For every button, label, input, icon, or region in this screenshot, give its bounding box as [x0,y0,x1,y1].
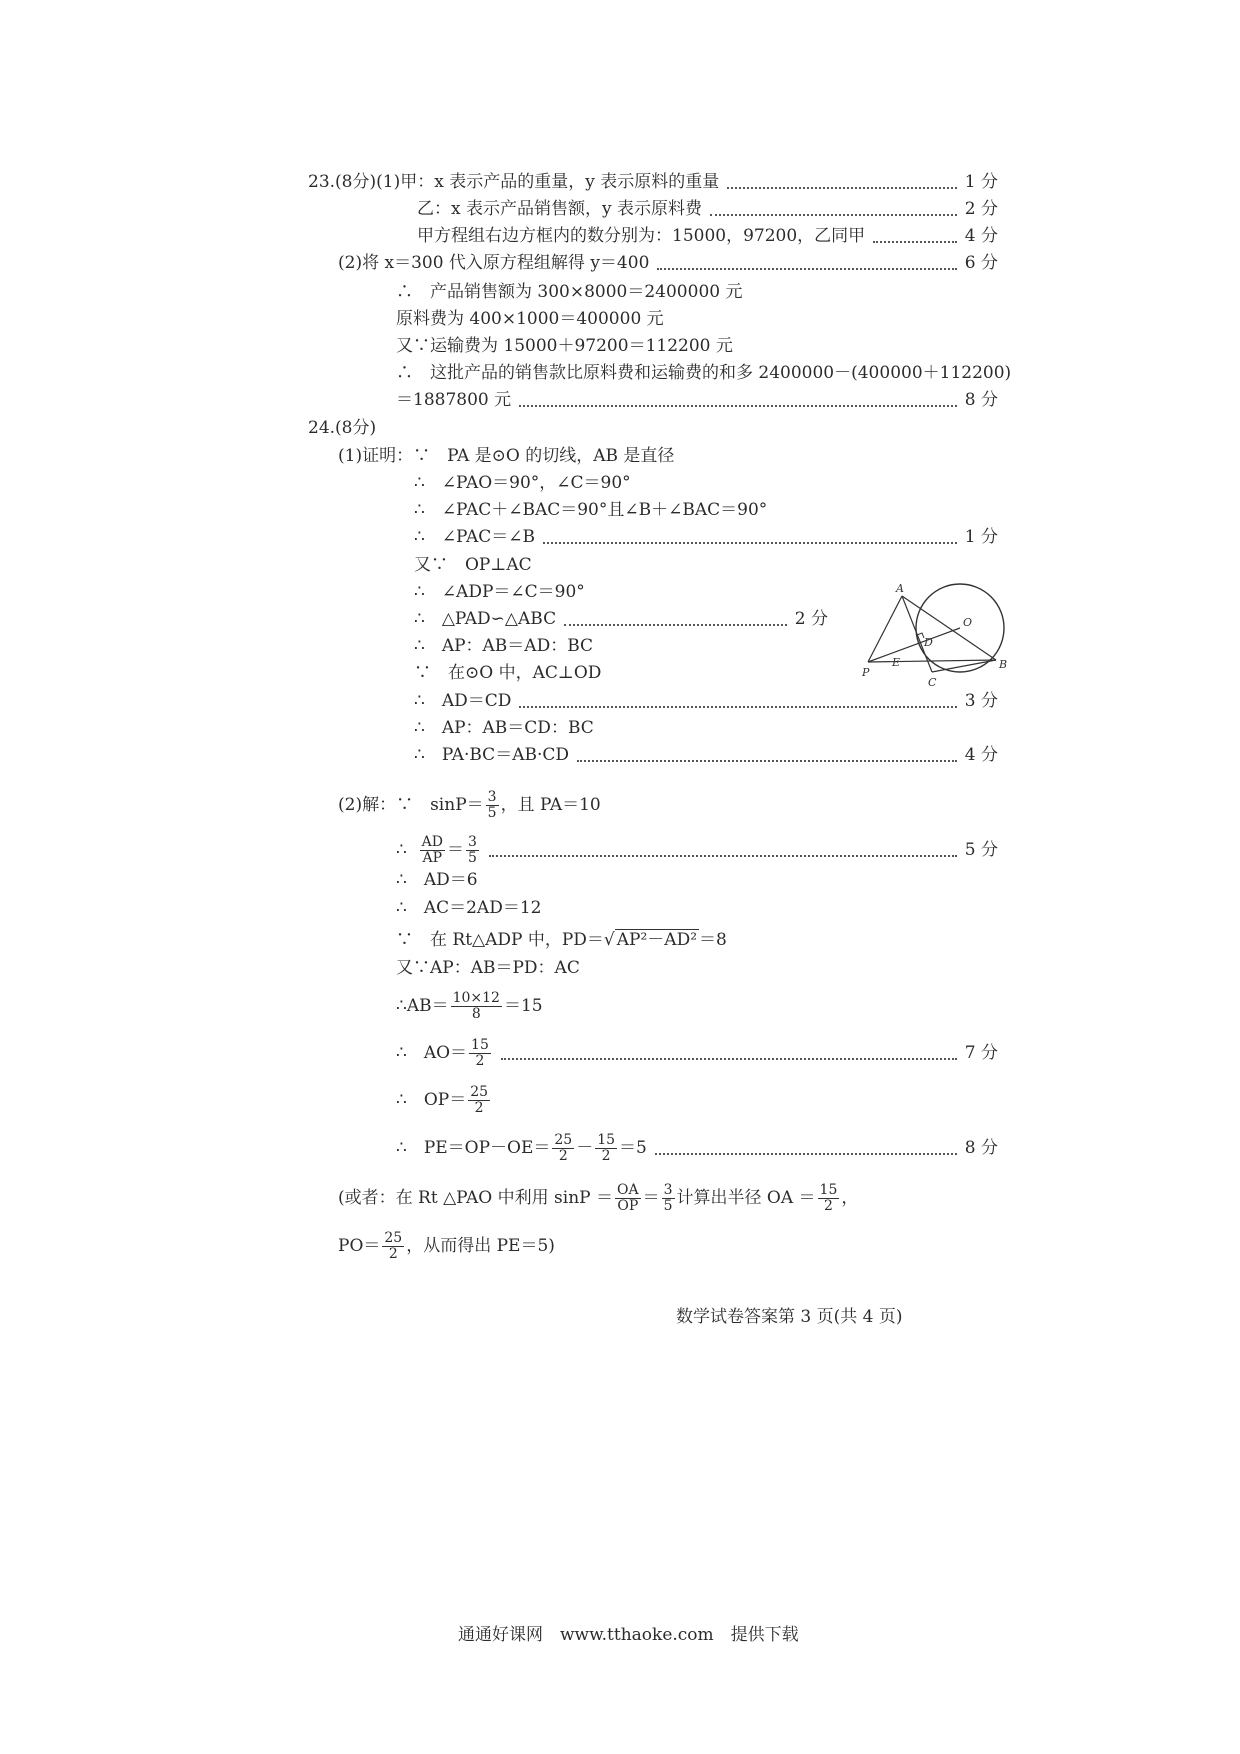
leader-dots [727,175,957,189]
q24-solution-line-6: 又∵AP：AB＝PD：AC [396,958,580,978]
segment-ap [868,596,902,662]
fraction [486,790,499,821]
score-label: 8 分 [964,390,998,410]
denominator: 2 [558,1147,568,1164]
denominator: OP [617,1198,639,1214]
therefore-symbol: ∴ [396,839,407,860]
label-p: P [862,666,870,679]
q23-line-2 [417,197,998,221]
fraction [818,1183,840,1214]
denominator: 2 [601,1147,611,1164]
score-label: 3 分 [964,691,998,711]
radicand: AP²－AD² [616,930,698,950]
q23-line-7: 又∵运输费为 15000＋97200＝112200 元 [396,336,733,356]
page-number-label: 数学试卷答案第 3 页(共 4 页) [676,1307,903,1327]
fraction [420,835,445,866]
q24-solution-line-3: ∴ AD＝6 [396,870,478,890]
q24-proof-line-7 [414,607,828,631]
solution-text: (或者：在 Rt △PAO 中利用 sinP ＝ [338,1188,613,1208]
solution-expr [396,1133,647,1164]
q24-proof-line-8: ∴ AP：AB＝AD：BC [414,636,594,656]
solution-text: PO＝ [338,1236,381,1256]
fraction [615,1183,641,1214]
q23-line-3 [417,224,998,248]
numerator: 15 [471,1036,489,1053]
label-d: D [924,636,933,649]
denominator: 8 [471,1006,481,1022]
solution-text: ∵ 在 Rt△ADP 中，PD＝√ [396,930,615,950]
solution-text: ＝8 [699,930,727,950]
label-b: B [999,658,1008,671]
q23-line-9 [396,388,998,412]
leader-dots [657,256,956,270]
q23-line-3-text: 甲方程组右边方框内的数分别为：15000，97200，乙同甲 [417,226,866,246]
score-label: 6 分 [964,253,998,273]
q23-line-4-text: (2)将 x＝300 代入原方程组解得 y＝400 [338,253,650,273]
q23-line-9-text: ＝1887800 元 [396,390,512,410]
fraction [451,991,502,1022]
q24-proof-line-12-text: ∴ PA·BC＝AB·CD [414,745,570,765]
q23-line-1 [308,170,998,194]
leader-dots [501,1046,957,1060]
leader-dots [577,748,957,762]
q24-proof-line-4-text: ∴ ∠PAC＝∠B [414,527,535,547]
leader-dots [873,229,957,243]
q24-proof-line-10-text: ∴ AD＝CD [414,691,512,711]
solution-text: ， [841,1188,859,1208]
solution-text: ＝15 [503,996,543,1016]
numerator: 3 [663,1182,673,1198]
leader-dots [519,393,957,407]
numerator: 25 [554,1131,573,1148]
score-label: 1 分 [964,527,998,547]
q23-line-4 [338,251,998,275]
solution-text: ，且 PA＝10 [500,795,601,815]
q24-proof-line-2: ∴ ∠PAO＝90°，∠C＝90° [414,473,631,493]
q24-proof-line-1: (1)证明：∵ PA 是⊙O 的切线，AB 是直径 [338,446,675,466]
numerator: 15 [597,1131,616,1148]
leader-dots [489,843,957,857]
q24-header: 24.(8分) [308,418,377,438]
q24-proof-line-6: ∴ ∠ADP＝∠C＝90° [414,582,585,602]
denominator: 2 [475,1052,485,1069]
q23-line-5: ∴ 产品销售额为 300×8000＝2400000 元 [396,282,743,302]
numerator: OA [617,1182,639,1198]
denominator: 5 [663,1198,673,1214]
numerator: 3 [467,833,477,850]
q24-solution-line-4: ∴ AC＝2AD＝12 [396,898,542,918]
fraction [466,835,479,866]
q23-line-8: ∴ 这批产品的销售款比原料费和运输费的和多 2400000－(400000＋112200) [396,363,1012,383]
q23-line-2-text: 乙：x 表示产品销售额，y 表示原料费 [417,199,702,219]
segment-cb [932,660,996,672]
q24-alternative-line-2 [338,1228,555,1264]
leader-dots [564,612,787,626]
q24-solution-line-5 [396,928,727,952]
q24-proof-line-7-text: ∴ △PAD∽△ABC [414,609,557,629]
leader-dots [710,202,957,216]
q24-solution-line-10 [396,1130,998,1166]
solution-text: ＝5 [619,1137,647,1158]
score-label: 2 分 [794,609,828,629]
leader-dots [655,1141,957,1155]
q24-solution-line-7 [396,988,543,1024]
solution-text: ∴AB＝ [396,996,449,1016]
label-a: A [896,582,904,595]
score-label: 5 分 [964,840,998,860]
denominator: 5 [467,849,477,866]
score-label: 7 分 [964,1043,998,1063]
fraction [469,1038,491,1069]
q24-proof-line-9: ∵ 在⊙O 中，AC⊥OD [414,663,602,683]
solution-text: ，从而得出 PE＝5) [406,1236,555,1256]
q24-alternative-line-1 [338,1180,998,1216]
numerator: AD [421,833,443,850]
fraction [595,1133,617,1164]
score-label: 1 分 [964,172,998,192]
solution-expr [396,1038,493,1069]
fraction [382,1231,404,1262]
solution-text: ∴ OP＝ [396,1090,467,1110]
label-c: C [928,676,937,689]
solution-text: (2)解：∵ sinP＝ [338,795,484,815]
score-label: 8 分 [964,1138,998,1158]
denominator: 5 [487,805,497,821]
source-credit: 通通好课网 www.tthaoke.com 提供下载 [458,1625,799,1645]
minus: － [576,1137,594,1158]
numerator: 25 [470,1084,489,1100]
numerator: 15 [819,1182,838,1198]
q24-proof-line-3: ∴ ∠PAC＋∠BAC＝90°且∠B＋∠BAC＝90° [414,500,768,520]
solution-text: ∴ AO＝ [396,1042,468,1063]
score-label: 2 分 [964,199,998,219]
denominator: 2 [474,1100,484,1116]
numerator: 3 [487,789,497,805]
denominator: 2 [824,1198,833,1214]
q24-proof-line-11: ∴ AP：AB＝CD：BC [414,718,594,738]
denominator: AP [422,849,443,866]
score-label: 4 分 [964,226,998,246]
numerator: 25 [384,1230,403,1246]
label-o: O [963,616,973,629]
solution-expr [396,835,481,866]
leader-dots [543,530,957,544]
q24-solution-line-2 [396,832,998,868]
label-e: E [892,656,901,669]
numerator: 10×12 [452,990,500,1006]
solution-text: ∴ PE＝OP－OE＝ [396,1137,551,1158]
equals: ＝ [446,839,464,860]
denominator: 2 [388,1246,398,1262]
segment-po [868,628,960,662]
fraction [468,1085,490,1116]
q23-line-1-text: 23.(8分)(1)甲：x 表示产品的重量，y 表示原料的重量 [308,172,720,192]
equals: ＝ [642,1188,660,1208]
geometry-figure [862,580,1012,700]
q24-solution-line-1 [338,788,601,822]
q24-proof-line-5: 又∵ OP⊥AC [414,555,532,575]
q24-proof-line-12 [414,743,998,767]
solution-text: 计算出半径 OA ＝ [676,1188,816,1208]
q24-solution-line-9 [396,1082,492,1118]
fraction [662,1183,675,1214]
q24-solution-line-8 [396,1035,998,1071]
score-label: 4 分 [964,745,998,765]
q24-proof-line-4 [414,525,998,549]
fraction [552,1133,574,1164]
q23-line-6: 原料费为 400×1000＝400000 元 [396,309,664,329]
